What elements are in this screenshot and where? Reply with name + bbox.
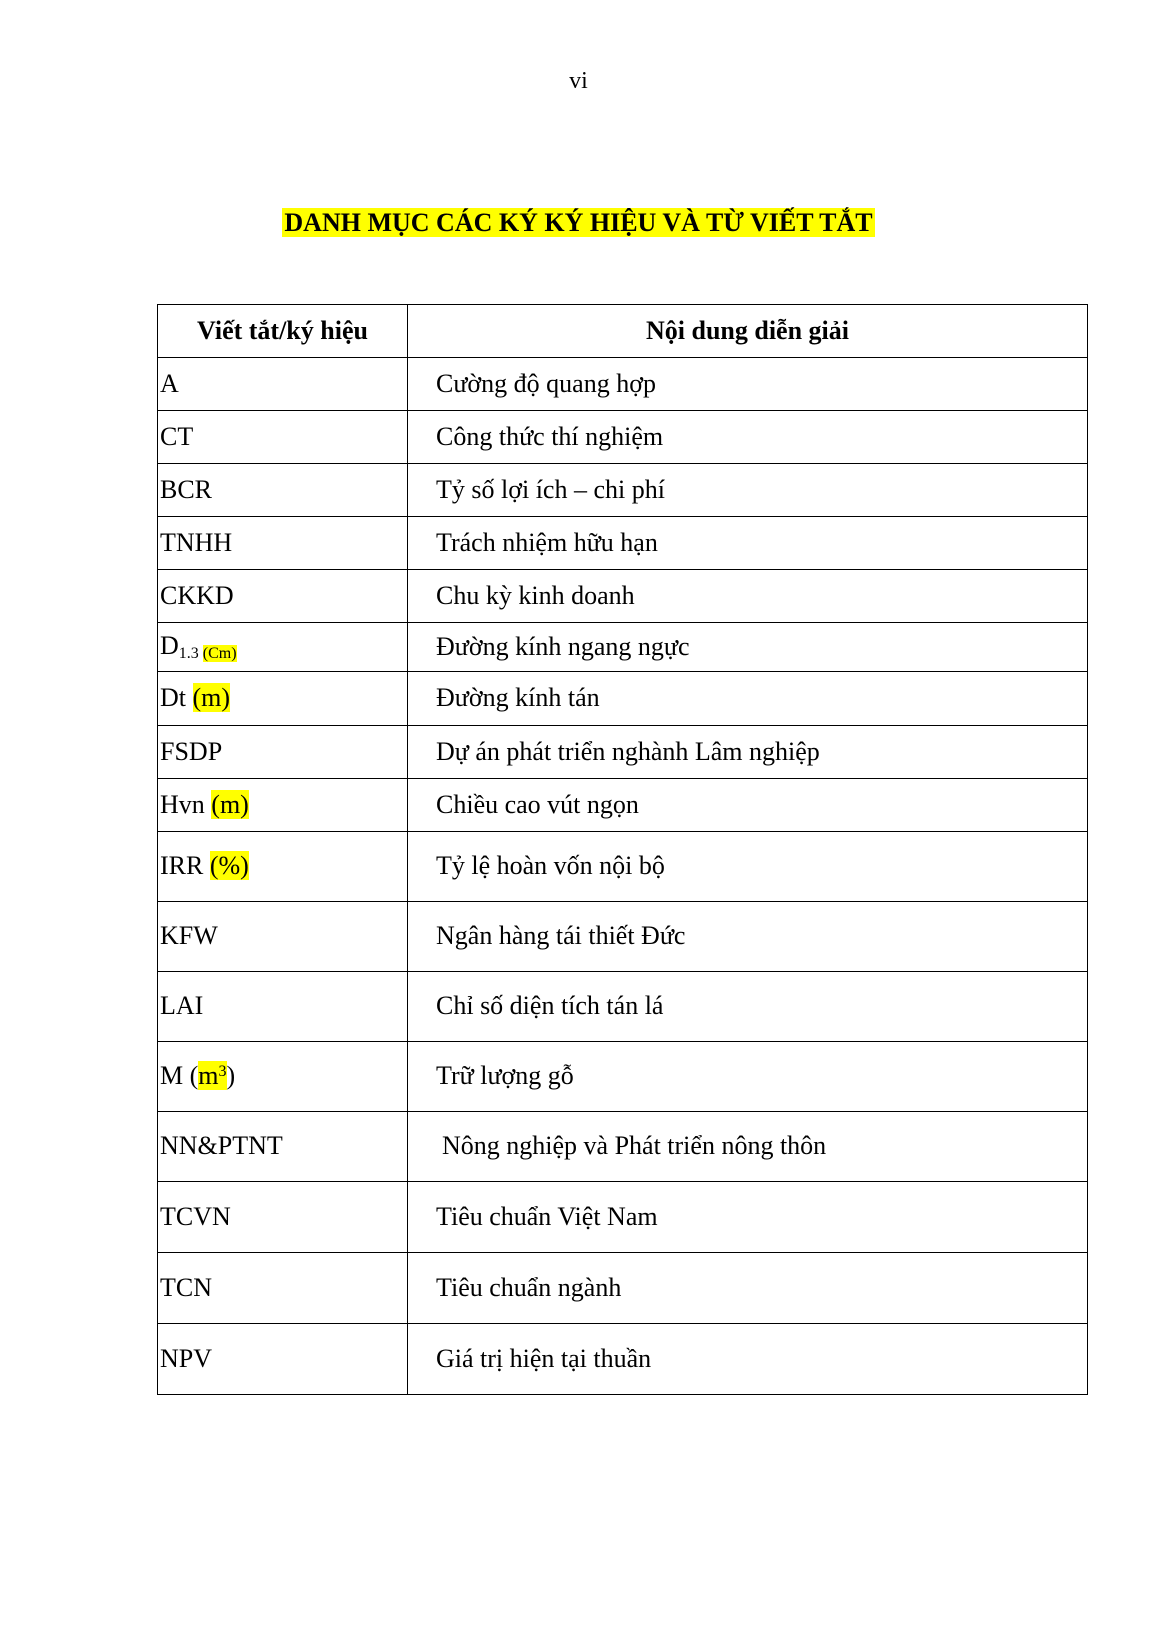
description-cell: Tỷ số lợi ích – chi phí xyxy=(408,464,1088,517)
abbreviation-subscript: 1.3 (Cm) xyxy=(178,644,237,662)
table-header-row xyxy=(158,305,1088,358)
description-cell: Đường kính tán xyxy=(408,672,1088,726)
header-abbreviation: Viết tắt/ký hiệu xyxy=(158,305,408,358)
abbreviation-cell: BCR xyxy=(158,464,408,517)
table-row xyxy=(158,1253,1088,1324)
table-row xyxy=(158,726,1088,779)
abbreviation-cell: TCN xyxy=(158,1253,408,1324)
description-cell: Chu kỳ kinh doanh xyxy=(408,570,1088,623)
description-cell: Công thức thí nghiệm xyxy=(408,411,1088,464)
abbreviation-cell: FSDP xyxy=(158,726,408,779)
unit-superscript: 3 xyxy=(218,1063,227,1081)
unit-highlight: (%) xyxy=(209,851,249,881)
abbreviation-cell xyxy=(158,672,408,726)
table-row xyxy=(158,1112,1088,1182)
table-row xyxy=(158,464,1088,517)
abbreviation-cell: TNHH xyxy=(158,517,408,570)
abbreviation-cell: TCVN xyxy=(158,1182,408,1253)
table-row xyxy=(158,902,1088,972)
abbreviation-text: M xyxy=(160,1061,184,1091)
abbreviation-cell: NPV xyxy=(158,1324,408,1395)
table-row xyxy=(158,623,1088,672)
page-title-text: DANH MỤC CÁC KÝ KÝ HIỆU VÀ TỪ VIẾT TẮT xyxy=(284,208,873,237)
abbreviation-text: Dt xyxy=(160,683,186,713)
description-cell: Dự án phát triển nghành Lâm nghiệp xyxy=(408,726,1088,779)
abbreviation-cell: A xyxy=(158,358,408,411)
abbreviation-text: D xyxy=(160,630,179,660)
abbreviation-cell: CKKD xyxy=(158,570,408,623)
table-row xyxy=(158,517,1088,570)
abbreviation-cell: CT xyxy=(158,411,408,464)
description-cell: Trách nhiệm hữu hạn xyxy=(408,517,1088,570)
unit-highlight: (Cm) xyxy=(202,644,237,662)
abbreviations-table xyxy=(157,304,1088,1395)
description-cell: Đường kính ngang ngực xyxy=(408,623,1088,672)
abbreviation-text: IRR xyxy=(160,851,204,881)
description-cell: Chỉ số diện tích tán lá xyxy=(408,972,1088,1042)
abbreviation-cell xyxy=(158,832,408,902)
description-cell: Giá trị hiện tại thuần xyxy=(408,1324,1088,1395)
abbreviation-cell: LAI xyxy=(158,972,408,1042)
description-cell: Cường độ quang hợp xyxy=(408,358,1088,411)
unit-highlight: (m) xyxy=(211,789,249,819)
description-cell: Chiều cao vút ngọn xyxy=(408,779,1088,832)
table-row xyxy=(158,411,1088,464)
table-row xyxy=(158,1182,1088,1253)
description-cell: Trữ lượng gỗ xyxy=(408,1042,1088,1112)
abbreviation-cell xyxy=(158,623,408,672)
abbreviation-cell: M $(m^3)$ xyxy=(158,1042,408,1112)
unit-highlight: $m^3$ xyxy=(198,1061,227,1091)
description-cell: Tiêu chuẩn Việt Nam xyxy=(408,1182,1088,1253)
description-cell: Ngân hàng tái thiết Đức xyxy=(408,902,1088,972)
page-number: vi xyxy=(569,68,588,94)
abbreviation-cell: KFW xyxy=(158,902,408,972)
table-row xyxy=(158,1042,1088,1112)
abbreviation-cell xyxy=(158,779,408,832)
abbreviation-text: Hvn xyxy=(160,789,205,819)
table-row xyxy=(158,672,1088,726)
description-cell: Nông nghiệp và Phát triển nông thôn xyxy=(408,1112,1088,1182)
table-row xyxy=(158,1324,1088,1395)
page-title xyxy=(0,208,1157,238)
table-row xyxy=(158,972,1088,1042)
table-row xyxy=(158,570,1088,623)
unit-highlight: (m) xyxy=(192,683,231,713)
table-row xyxy=(158,358,1088,411)
header-description: Nội dung diễn giải xyxy=(408,305,1088,358)
table-row xyxy=(158,832,1088,902)
description-cell: Tỷ lệ hoàn vốn nội bộ xyxy=(408,832,1088,902)
abbreviation-cell: NN&PTNT xyxy=(158,1112,408,1182)
description-cell: Tiêu chuẩn ngành xyxy=(408,1253,1088,1324)
table-row xyxy=(158,779,1088,832)
